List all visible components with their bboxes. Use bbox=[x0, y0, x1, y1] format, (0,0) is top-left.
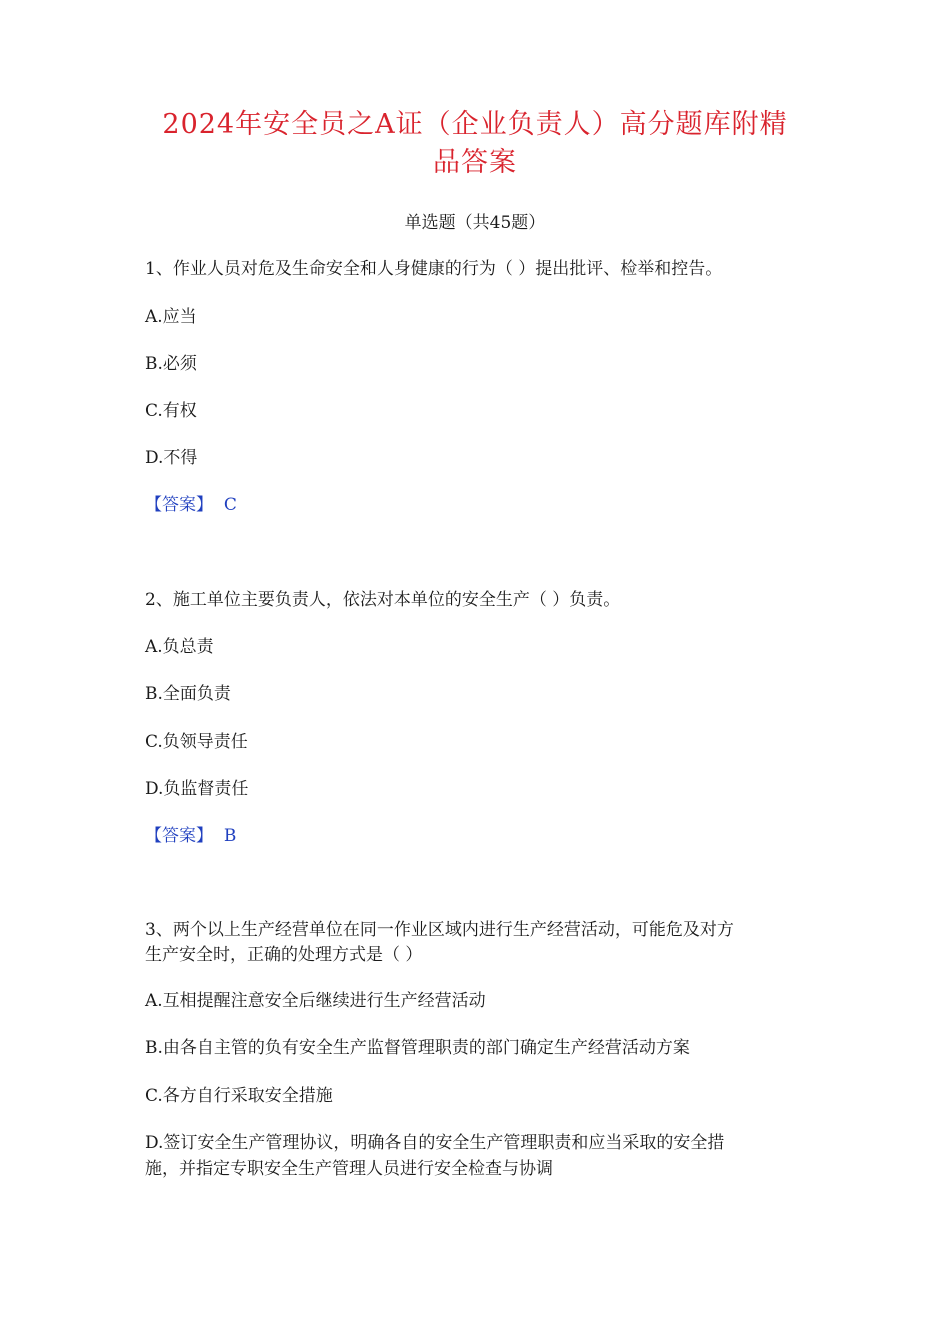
question-2-answer bbox=[145, 824, 825, 849]
question-3-option-d-line-2: 施，并指定专职安全生产管理人员进行安全检查与协调 bbox=[145, 1159, 553, 1179]
question-2-option-c: C.负领导责任 bbox=[145, 732, 248, 752]
question-2-option-a: A.负总责 bbox=[145, 637, 214, 657]
document-title-line-1: 2024年安全员之A证（企业负责人）高分题库附精 bbox=[162, 109, 788, 140]
question-1-option-c: C.有权 bbox=[145, 401, 197, 421]
question-1-option-b: B.必须 bbox=[145, 354, 197, 374]
answer-label: 【答案】 bbox=[145, 495, 213, 515]
answer-label: 【答案】 bbox=[145, 826, 213, 846]
document-title bbox=[120, 106, 830, 182]
question-3-option-b: B.由各自主管的负有安全生产监督管理职责的部门确定生产经营活动方案 bbox=[145, 1038, 690, 1058]
question-2-option-b: B.全面负责 bbox=[145, 684, 231, 704]
question-3-stem-line-2: 生产安全时，正确的处理方式是（ ） bbox=[145, 945, 423, 965]
question-3-option-c: C.各方自行采取安全措施 bbox=[145, 1086, 333, 1106]
question-3-option-d-line-1: D.签订安全生产管理协议，明确各自的安全生产管理职责和应当采取的安全措 bbox=[145, 1133, 725, 1153]
document-title-line-2: 品答案 bbox=[433, 147, 517, 178]
section-title: 单选题（共45题） bbox=[404, 213, 546, 233]
question-1-option-a: A.应当 bbox=[145, 307, 197, 327]
question-3-option-a: A.互相提醒注意安全后继续进行生产经营活动 bbox=[145, 991, 486, 1011]
question-1-option-d: D.不得 bbox=[145, 448, 198, 468]
question-3-stem-line-1: 3、两个以上生产经营单位在同一作业区域内进行生产经营活动，可能危及对方 bbox=[145, 920, 734, 940]
answer-value: B bbox=[223, 826, 237, 846]
answer-value: C bbox=[223, 495, 237, 515]
question-1-stem: 1、作业人员对危及生命安全和人身健康的行为（ ）提出批评、检举和控告。 bbox=[145, 259, 723, 279]
question-2-stem: 2、施工单位主要负责人，依法对本单位的安全生产（ ）负责。 bbox=[145, 590, 621, 610]
question-2-option-d: D.负监督责任 bbox=[145, 779, 249, 799]
question-1-answer bbox=[145, 493, 825, 518]
